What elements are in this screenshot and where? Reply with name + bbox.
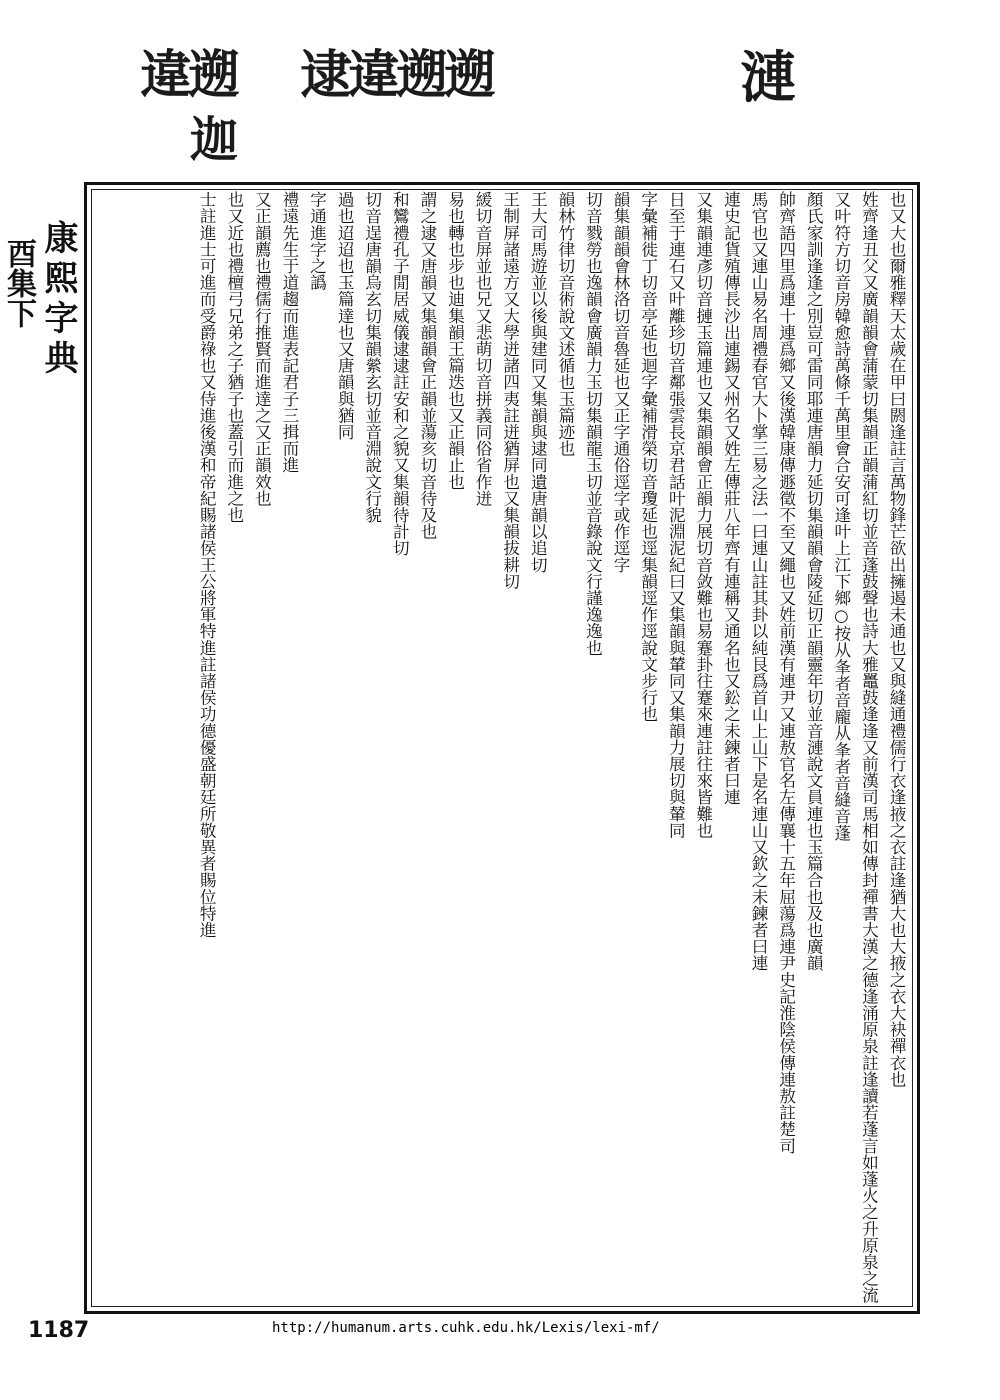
text-column: 切音戮勞也逸韻會廣韻力玉切集韻龍玉切並音錄說文行謹逸逸也 <box>583 191 603 656</box>
text-column: 帥齊語四里爲連十連爲鄉又後漢韓康傳遯徵不至又繩也又姓前漢有連尹又連敖官名左傳襄十五年屈蕩爲連尹史記淮陰侯傳連敖註楚司 <box>776 191 796 1154</box>
text-column: 韻林竹律切音術說文述循也玉篇迹也 <box>555 191 575 457</box>
text-column: 也又近也禮檀弓兄弟之子猶子也蓋引而進之也 <box>224 191 244 523</box>
text-column: 切音逞唐韻烏玄切集韻縈玄切並音淵說文行貌 <box>362 191 382 523</box>
source-link[interactable]: http://humanum.arts.cuhk.edu.hk/Lexis/lexi-mf/ <box>272 1320 660 1336</box>
seal-group-1b: 迦 <box>190 112 235 168</box>
seal-group-3: 漣 <box>740 45 792 111</box>
text-column: 又叶符方切音房韓愈詩萬條千萬里會合安可逢叶上江下鄉○按从夆者音龐从夆者音縫音蓬 <box>831 191 851 841</box>
text-column: 馬官也又連山易名周禮春官大卜掌三易之法一曰連山註其卦以純艮爲首山上山下是名連山又欽之未鍊者曰連 <box>749 191 769 972</box>
text-column: 字通進字之譌 <box>307 191 327 291</box>
text-column: 也又大也爾雅釋天太歲在甲曰閼逢註言萬物鋒芒欲出擁遏未通也又與縫通禮儒行衣逢掖之衣註逢猶大也大掖之衣大袂禪衣也 <box>887 191 906 1088</box>
text-column: 易也轉也步也迪集韻王篇迭也又正韻止也 <box>445 191 465 490</box>
text-column: 過也迢迢也玉篇達也又唐韻與猶同 <box>335 191 355 440</box>
margin-title <box>1 220 78 1300</box>
text-frame <box>84 182 920 1314</box>
text-column: 連史記貨殖傳長沙出連錫又州名又姓左傳莊八年齊有連稱又通名也又鈆之未鍊者曰連 <box>721 191 741 806</box>
text-column: 禮遠先生于道趨而進表記君子三揖而進 <box>279 191 299 474</box>
book-title: 康熙字典 <box>38 220 78 380</box>
text-column: 王大司馬遊並以後與建同又集韻與逮同遺唐韻以追切 <box>528 191 548 573</box>
text-column: 又正韻薦也禮儒行推賢而進達之又正韻效也 <box>252 191 272 507</box>
text-column: 和鸞禮孔子閒居威儀逮逮註安和之貌又集韻待計切 <box>390 191 410 557</box>
seal-group-2: 逮違遡遡 <box>300 45 493 106</box>
source-url[interactable] <box>272 1320 660 1336</box>
text-column: 王制屏諸遠方又大學迸諸四夷註迸猶屏也又集韻拔耕切 <box>500 191 520 590</box>
text-column: 緩切音屏並也兄又悲萌切音拼義同俗省作迸 <box>473 191 493 507</box>
text-column: 姓齊逢丑父又廣韻韻會蒲蒙切集韻正韻蒲紅切並音蓬鼓聲也詩大雅鼉鼓逢逢又前漢司馬相如傳封禪書大漢之德逢涌原泉註逢讀若蓬言如蓬火之升原泉之流 <box>859 191 879 1304</box>
text-column: 謂之逮又唐韻又集韻韻會正韻並蕩亥切音待及也 <box>417 191 437 540</box>
page-number: 1187 <box>28 1318 90 1343</box>
text-columns <box>95 191 909 1305</box>
seal-group-1: 違遡 <box>140 45 237 106</box>
text-column: 又集韻連彥切音摙玉篇連也又集韻韻會正韻力展切音敛難也易蹇卦往蹇來連註往來皆難也 <box>693 191 713 839</box>
text-column: 字彙補徙丁切音亭延也迴字彙補滑榮切音瓊延也逕集韻逕作逕說文步行也 <box>638 191 658 723</box>
text-column: 韻集韻韻會林洛切音魯延也又正字通俗逕字或作逕字 <box>611 191 631 573</box>
text-column: 士註進士可進而受爵祿也又侍進後漢和帝紀賜諸侯王公將軍特進註諸侯功德優盛朝廷所敬異者賜位特進 <box>197 191 217 938</box>
seal-script-header <box>140 45 840 180</box>
text-column: 顏氏家訓逢逢之別豈可雷同耶連唐韻力延切集韻韻會陵延切正韻靈年切並音漣說文員連也玉篇合也及也廣韻 <box>804 191 824 972</box>
text-column: 日至于連石又叶離珍切音鄰張雲長京君話叶泥淵泥紀曰又集韻與輦同又集韻力展切與輦同 <box>666 191 686 839</box>
section-label: 酉集下 <box>1 238 36 328</box>
